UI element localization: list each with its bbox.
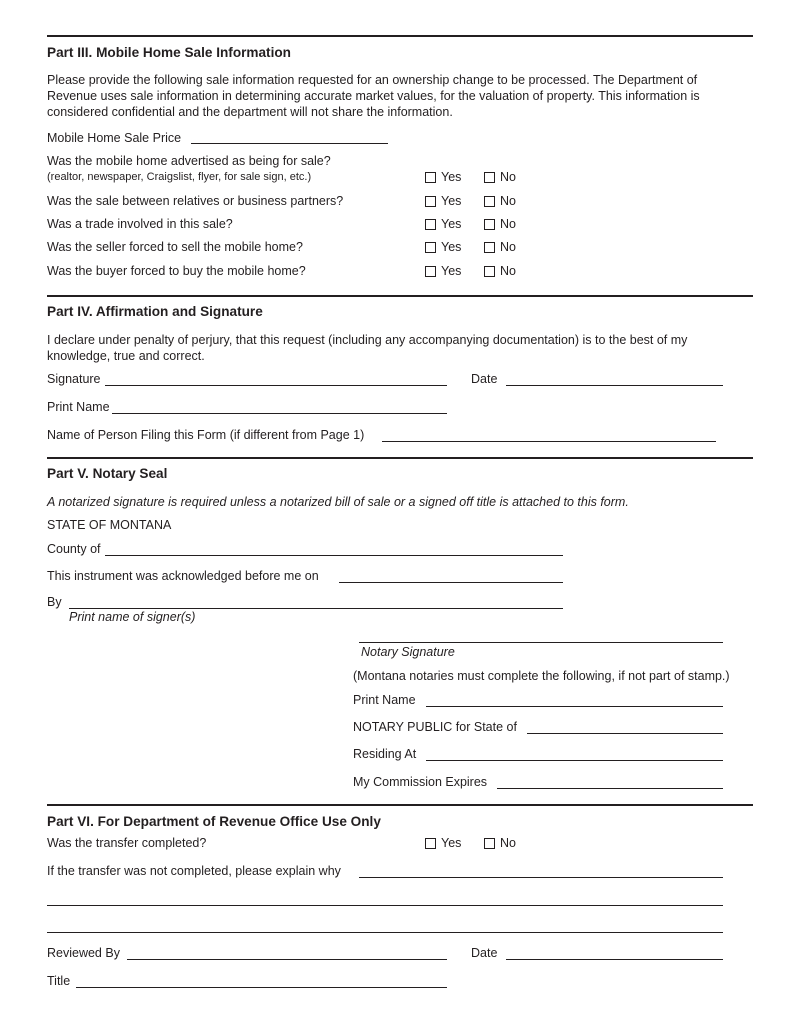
question-label: Was the sale between relatives or business partners? (47, 194, 344, 208)
checkbox-icon (425, 266, 436, 277)
signature-field[interactable] (105, 385, 447, 386)
checkbox-icon (484, 242, 495, 253)
reviewed-by-field[interactable] (127, 959, 447, 960)
review-date-label: Date (471, 946, 498, 960)
checkbox-icon (484, 219, 495, 230)
explain-label: If the transfer was not completed, please explain why (47, 864, 341, 878)
title-label: Title (47, 974, 71, 988)
question-label: Was the buyer forced to buy the mobile home? (47, 264, 306, 278)
filer-name-field[interactable] (382, 441, 716, 442)
acknowledged-date-field[interactable] (339, 582, 563, 583)
question-label: Was the seller forced to sell the mobile home? (47, 240, 303, 254)
acknowledged-label: This instrument was acknowledged before me on (47, 569, 319, 583)
part6-title: Part VI. For Department of Revenue Office Use Only (47, 814, 381, 829)
question-label: Was a trade involved in this sale? (47, 217, 233, 231)
commission-label: My Commission Expires (353, 775, 488, 789)
date-label: Date (471, 372, 498, 386)
no-checkbox[interactable]: No (484, 194, 516, 208)
section-divider (47, 35, 753, 37)
residing-field[interactable] (426, 760, 723, 761)
section-divider (47, 804, 753, 806)
part4-title: Part IV. Affirmation and Signature (47, 304, 263, 319)
yes-checkbox[interactable]: Yes (425, 240, 461, 254)
notary-state-field[interactable] (527, 733, 723, 734)
notary-print-name-label: Print Name (353, 693, 416, 707)
section-divider (47, 457, 753, 459)
signer-name-field[interactable] (69, 608, 563, 609)
signature-label: Signature (47, 372, 101, 386)
notary-requirement-note: A notarized signature is required unless a notarized bill of sale or a signed off title is attached to this form. (47, 495, 629, 509)
transfer-no-checkbox[interactable]: No (484, 836, 516, 850)
checkbox-icon (425, 172, 436, 183)
yes-checkbox[interactable]: Yes (425, 264, 461, 278)
no-checkbox[interactable]: No (484, 217, 516, 231)
part5-title: Part V. Notary Seal (47, 466, 168, 481)
checkbox-icon (425, 219, 436, 230)
county-label: County of (47, 542, 101, 556)
question-sublabel: (realtor, newspaper, Craigslist, flyer, for sale sign, etc.) (47, 171, 312, 183)
no-checkbox[interactable]: No (484, 170, 516, 184)
montana-notary-note: (Montana notaries must complete the following, if not part of stamp.) (353, 669, 730, 683)
yes-checkbox[interactable]: Yes (425, 194, 461, 208)
checkbox-icon (484, 196, 495, 207)
notary-signature-field[interactable] (359, 642, 723, 643)
part3-intro: Please provide the following sale information requested for an ownership change to be processed. The Department of Revenue uses sale information in determining accurate market values, for the valuation of property. This information is considered confidential and the department will not share the information. (47, 73, 700, 119)
filer-label: Name of Person Filing this Form (if different from Page 1) (47, 428, 365, 442)
checkbox-icon (484, 838, 495, 849)
state-label: STATE OF MONTANA (47, 518, 172, 532)
yes-checkbox[interactable]: Yes (425, 217, 461, 231)
residing-label: Residing At (353, 747, 417, 761)
print-name-field[interactable] (112, 413, 447, 414)
review-date-field[interactable] (506, 959, 723, 960)
signer-caption: Print name of signer(s) (69, 610, 196, 624)
part4-declaration: I declare under penalty of perjury, that this request (including any accompanying documentation) is to the best of my knowledge, true and correct. (47, 333, 688, 363)
checkbox-icon (425, 242, 436, 253)
no-checkbox[interactable]: No (484, 240, 516, 254)
explain-field[interactable] (359, 877, 723, 878)
explain-field-line-2[interactable] (47, 905, 723, 906)
checkbox-icon (484, 172, 495, 183)
yes-checkbox[interactable]: Yes (425, 170, 461, 184)
no-checkbox[interactable]: No (484, 264, 516, 278)
reviewed-by-label: Reviewed By (47, 946, 120, 960)
date-field[interactable] (506, 385, 723, 386)
section-divider (47, 295, 753, 297)
checkbox-icon (425, 838, 436, 849)
sale-price-label: Mobile Home Sale Price (47, 131, 182, 145)
sale-price-field[interactable] (191, 143, 388, 144)
checkbox-icon (425, 196, 436, 207)
reviewer-title-field[interactable] (76, 987, 447, 988)
question-label: Was the mobile home advertised as being for sale? (47, 154, 331, 168)
checkbox-icon (484, 266, 495, 277)
part3-title: Part III. Mobile Home Sale Information (47, 45, 291, 60)
transfer-yes-checkbox[interactable]: Yes (425, 836, 461, 850)
transfer-question: Was the transfer completed? (47, 836, 207, 850)
notary-signature-caption: Notary Signature (361, 645, 455, 659)
print-name-label: Print Name (47, 400, 110, 414)
explain-field-line-3[interactable] (47, 932, 723, 933)
commission-expires-field[interactable] (497, 788, 723, 789)
notary-print-name-field[interactable] (426, 706, 723, 707)
notary-public-label: NOTARY PUBLIC for State of (353, 720, 517, 734)
by-label: By (47, 595, 62, 609)
county-field[interactable] (105, 555, 563, 556)
